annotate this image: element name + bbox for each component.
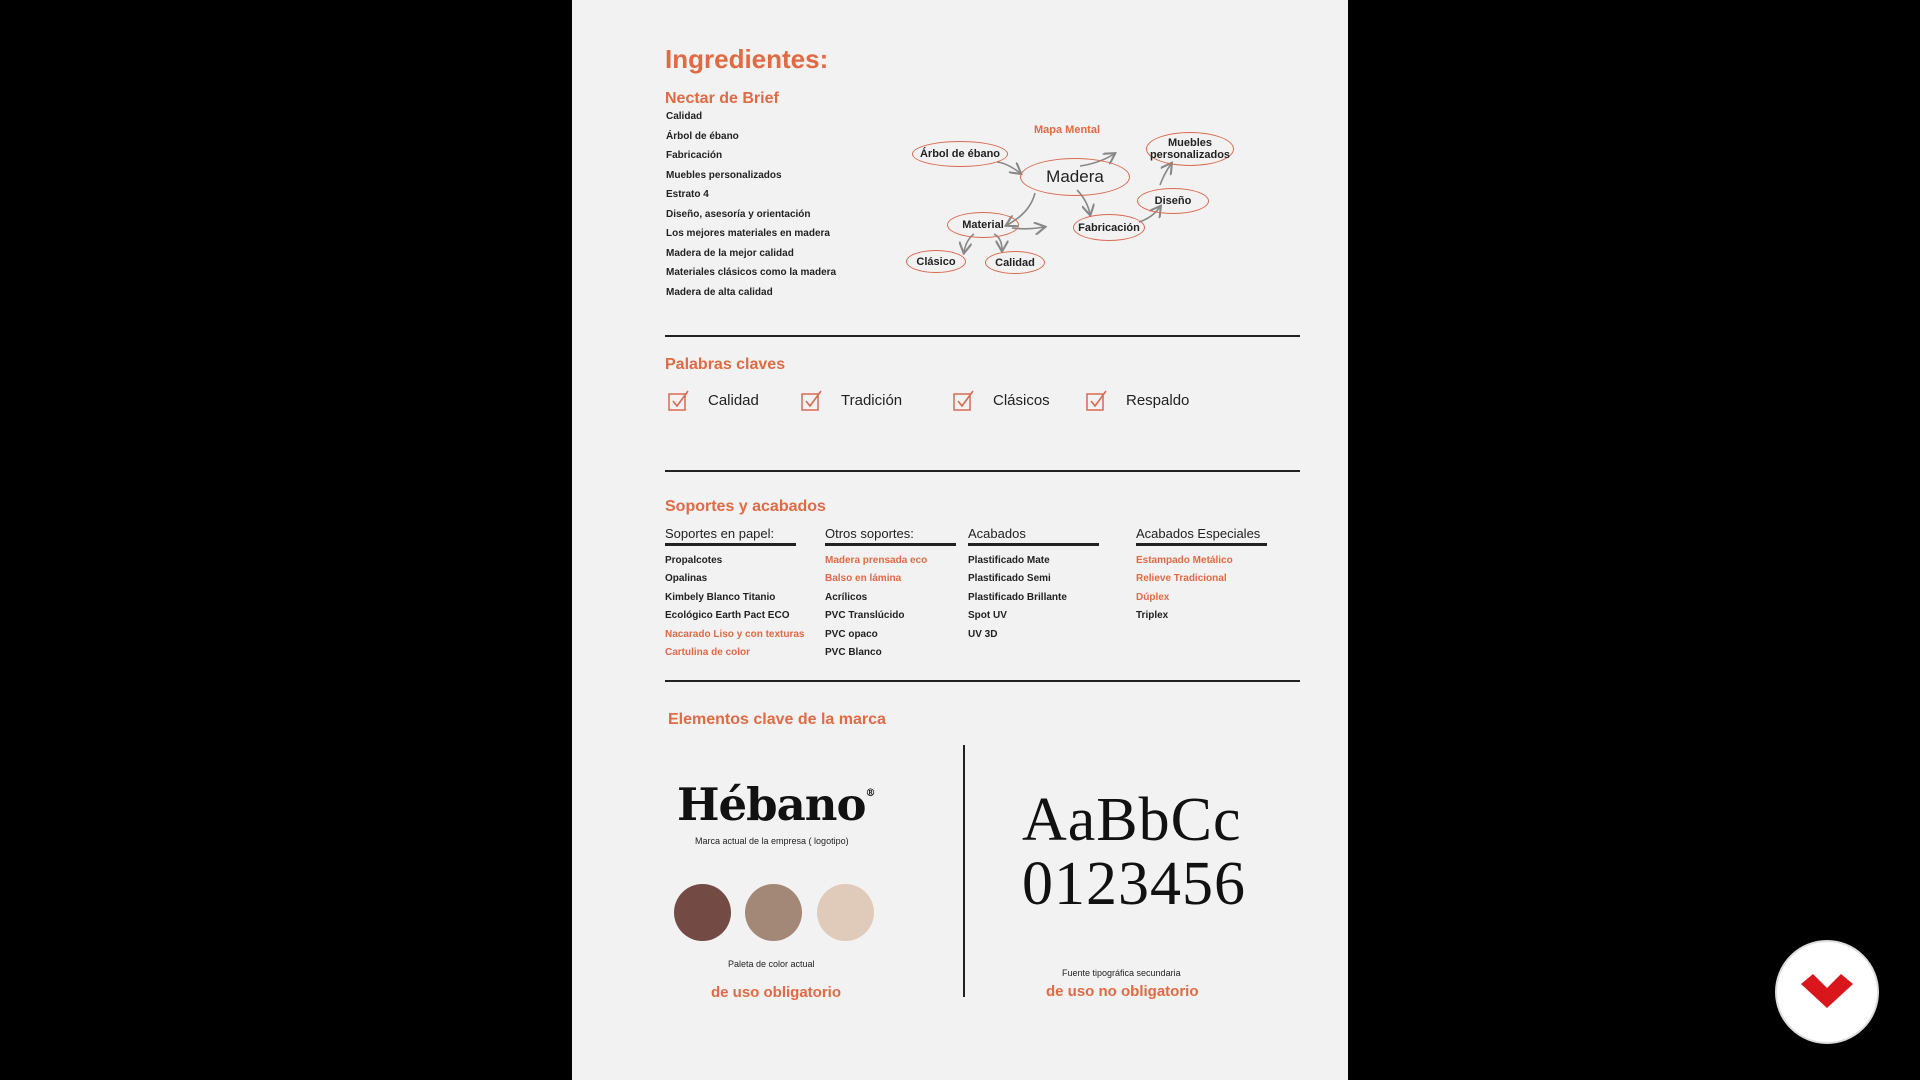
node-clasico: Clásico bbox=[906, 250, 966, 273]
mind-map-title: Mapa Mental bbox=[1034, 124, 1101, 136]
logo-caption: Marca actual de la empresa ( logotipo) bbox=[695, 836, 849, 846]
list-item: Los mejores materiales en madera bbox=[666, 228, 830, 239]
list-item: Madera prensada eco bbox=[825, 555, 928, 566]
logo-text: Hébano bbox=[677, 778, 866, 831]
list-item: Calidad bbox=[666, 111, 703, 122]
supports-column-special bbox=[1136, 525, 1267, 628]
brand-logo bbox=[677, 778, 875, 831]
type-sample-numbers: 0123456 bbox=[1022, 850, 1246, 918]
column-header: Acabados Especiales bbox=[1136, 526, 1267, 546]
type-caption: Fuente tipográfica secundaria bbox=[1062, 968, 1181, 978]
list-item: Madera de alta calidad bbox=[666, 286, 773, 298]
checkbox-checked-icon bbox=[668, 389, 690, 411]
list-item: Diseño, asesoría y orientación bbox=[666, 208, 811, 220]
list-item: Relieve Tradicional bbox=[1136, 573, 1227, 585]
list-item: PVC Blanco bbox=[825, 646, 882, 658]
supports-column-other bbox=[825, 525, 956, 664]
list-item: Fabricación bbox=[666, 150, 723, 161]
supports-column-finishes bbox=[968, 525, 1099, 646]
list-item: PVC Translúcido bbox=[825, 610, 905, 622]
node-muebles: Muebles personalizados bbox=[1146, 132, 1234, 166]
node-calidad: Calidad bbox=[985, 251, 1045, 274]
section-divider bbox=[665, 335, 1300, 337]
brief-heading: Nectar de Brief bbox=[665, 90, 779, 107]
keywords-heading: Palabras claves bbox=[665, 356, 786, 373]
keyword-item bbox=[668, 389, 759, 411]
list-item: Plastificado Mate bbox=[968, 555, 1050, 566]
keyword-label: Tradición bbox=[841, 391, 903, 409]
palette-swatch-1 bbox=[674, 884, 731, 941]
list-item: PVC opaco bbox=[825, 628, 878, 640]
page-title: Ingredientes: bbox=[665, 44, 829, 74]
palette-usage: de uso obligatorio bbox=[711, 984, 841, 1001]
list-item: Propalcotes bbox=[665, 555, 723, 566]
vertical-divider bbox=[963, 745, 965, 997]
node-material: Material bbox=[947, 212, 1019, 238]
list-item: Madera de la mejor calidad bbox=[666, 247, 794, 259]
list-item: Plastificado Brillante bbox=[968, 591, 1067, 603]
list-item: Dúplex bbox=[1136, 591, 1170, 603]
chevron-logo-icon bbox=[1801, 972, 1853, 1012]
list-item: Ecológico Earth Pact ECO bbox=[665, 610, 790, 622]
checkbox-checked-icon bbox=[953, 389, 975, 411]
list-item: Balso en lámina bbox=[825, 573, 902, 585]
palette-swatch-2 bbox=[745, 884, 802, 941]
column-header: Otros soportes: bbox=[825, 526, 956, 546]
node-fabricacion: Fabricación bbox=[1073, 214, 1145, 241]
mind-map bbox=[902, 118, 1302, 288]
list-item: Triplex bbox=[1136, 610, 1169, 622]
keyword-label: Clásicos bbox=[993, 391, 1050, 409]
supports-column-paper bbox=[665, 525, 805, 664]
type-sample-letters: AaBbCc bbox=[1022, 786, 1242, 854]
list-item: Materiales clásicos como la madera bbox=[666, 267, 837, 278]
palette-caption: Paleta de color actual bbox=[728, 959, 815, 969]
type-usage: de uso no obligatorio bbox=[1046, 983, 1199, 1000]
list-item: Árbol de ébano bbox=[666, 130, 739, 142]
brand-heading: Elementos clave de la marca bbox=[668, 711, 886, 728]
column-header: Acabados bbox=[968, 526, 1099, 546]
node-arbol: Árbol de ébano bbox=[912, 141, 1008, 167]
node-diseno: Diseño bbox=[1137, 188, 1209, 214]
list-item: Kimbely Blanco Titanio bbox=[665, 591, 776, 603]
list-item: Cartulina de color bbox=[665, 646, 751, 658]
checkbox-checked-icon bbox=[801, 389, 823, 411]
document-page bbox=[572, 0, 1348, 1080]
keyword-item bbox=[801, 389, 902, 411]
list-item: Muebles personalizados bbox=[666, 169, 782, 181]
keyword-label: Respaldo bbox=[1126, 391, 1190, 409]
list-item: Opalinas bbox=[665, 573, 708, 585]
brand-badge[interactable] bbox=[1775, 940, 1879, 1044]
supports-heading: Soportes y acabados bbox=[665, 498, 826, 515]
list-item: Plastificado Semi bbox=[968, 573, 1051, 585]
list-item: Estrato 4 bbox=[666, 189, 709, 200]
registered-mark: ® bbox=[865, 788, 875, 799]
keyword-item bbox=[1086, 389, 1189, 411]
brief-list bbox=[666, 110, 836, 305]
section-divider bbox=[665, 680, 1300, 682]
list-item: UV 3D bbox=[968, 628, 998, 640]
list-item: Spot UV bbox=[968, 610, 1007, 622]
column-header: Soportes en papel: bbox=[665, 526, 796, 546]
palette-swatch-3 bbox=[817, 884, 874, 941]
list-item: Estampado Metálico bbox=[1136, 555, 1233, 566]
list-item: Acrílicos bbox=[825, 591, 868, 603]
section-divider bbox=[665, 470, 1300, 472]
node-madera: Madera bbox=[1020, 158, 1130, 196]
keyword-item bbox=[953, 389, 1050, 411]
checkbox-checked-icon bbox=[1086, 389, 1108, 411]
keyword-label: Calidad bbox=[708, 391, 759, 409]
list-item: Nacarado Liso y con texturas bbox=[665, 628, 805, 640]
